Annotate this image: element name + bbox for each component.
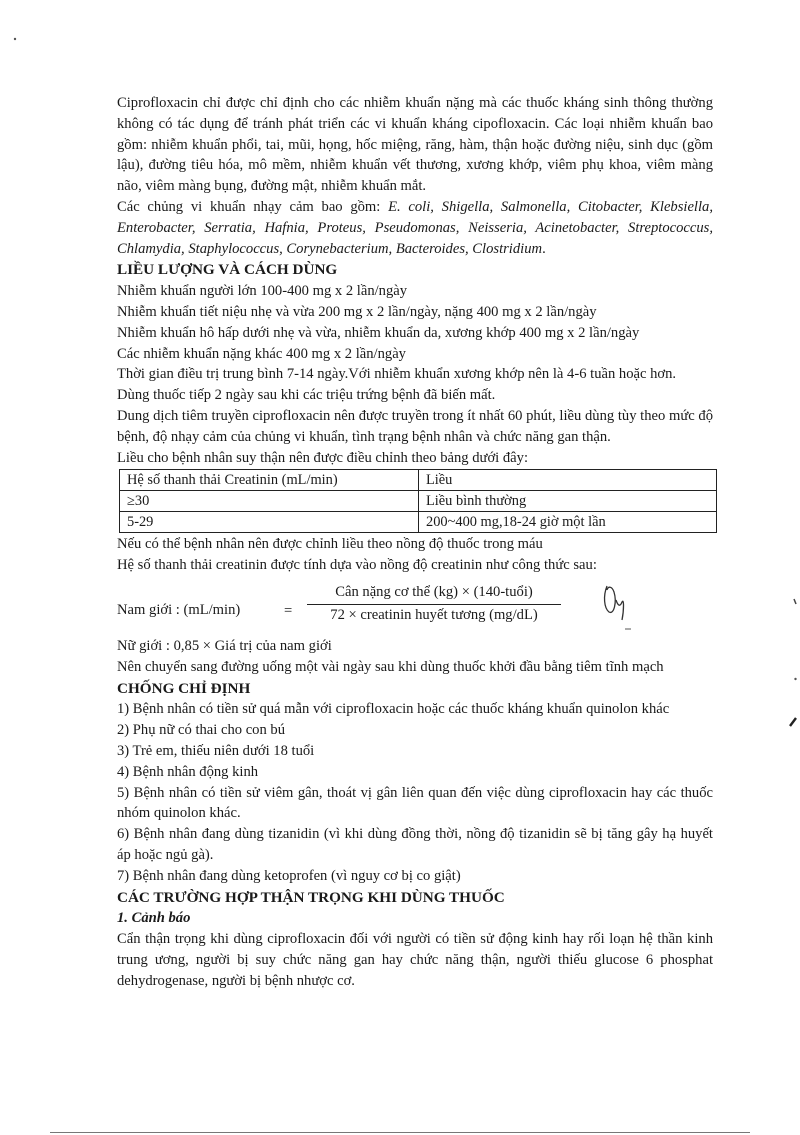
caution-text: Cẩn thận trọng khi dùng ciprofloxacin đối với người có tiền sử động kinh hay rối loạn hệ thần kinh trung ương, người bị suy chức năng gan hay chức năng thận, người thiếu glucose 6 phosphat dehydrogenase, người bị bệnh nhược cơ. xyxy=(117,931,713,989)
document-page xyxy=(117,93,713,991)
scan-speck xyxy=(788,716,798,728)
renal-dose-table xyxy=(119,469,717,533)
table-row xyxy=(120,491,717,512)
contraindication-item: 6) Bệnh nhân đang dùng tizanidin (vì khi dùng đồng thời, nồng độ tizanidin sẽ bị tăng gây hạ huyết áp hoặc ngủ gà). xyxy=(117,826,713,863)
continue-text: Dùng thuốc tiếp 2 ngày sau khi các triệu trứng bệnh đã biến mất. xyxy=(117,387,496,404)
table-header-cell: Liều xyxy=(419,470,717,491)
table-header-cell: Hệ số thanh thải Creatinin (mL/min) xyxy=(120,470,419,491)
renal-intro: Liều cho bệnh nhân suy thận nên được điều chỉnh theo bảng dưới đây: xyxy=(117,449,528,466)
bacteria-paragraph xyxy=(117,197,713,259)
table-cell: Liều bình thường xyxy=(419,491,717,512)
after-table-text: Nếu có thể bệnh nhân nên được chỉnh liều theo nồng độ thuốc trong máu xyxy=(117,536,543,553)
scan-speck xyxy=(793,676,798,682)
dosage-line: Nhiễm khuẩn hô hấp dưới nhẹ và vừa, nhiễm khuẩn da, xương khớp 400 mg x 2 lần/ngày xyxy=(117,324,640,341)
table-cell: ≥30 xyxy=(120,491,419,512)
contraindication-item: 1) Bệnh nhân có tiền sử quá mẫn với ciprofloxacin hoặc các thuốc kháng khuẩn quinolon khác xyxy=(117,701,670,718)
dosage-line: Các nhiễm khuẩn nặng khác 400 mg x 2 lần/ngày xyxy=(117,345,406,362)
dosage-line: Nhiễm khuẩn người lớn 100-400 mg x 2 lần/ngày xyxy=(117,283,408,300)
dosage-line: Nhiễm khuẩn tiết niệu nhẹ và vừa 200 mg x 2 lần/ngày, nặng 400 mg x 2 lần/ngày xyxy=(117,303,597,320)
creatinine-formula xyxy=(117,580,713,636)
table-row xyxy=(120,512,717,533)
table-header-row xyxy=(120,470,717,491)
table-cell: 200~400 mg,18-24 giờ một lần xyxy=(419,512,717,533)
intro-paragraph: Ciprofloxacin chỉ được chỉ định cho các nhiễm khuẩn nặng mà các thuốc kháng sinh thông thường không có tác dụng để tránh phát triển các vi khuẩn kháng cipofloxacin. Các loại nhiễm khuẩn bao gồm: nhiễm khuẩn phổi, tai, mũi, họng, hốc miệng, răng, hàm, thận hoặc đường niệu, sinh dục (gồm lậu), đường tiêu hóa, mô mềm, nhiễm khuẩn vết thương, xương khớp, viêm phụ khoa, viêm màng não, viêm màng bụng, đường mật, nhiễm khuẩn mắt. xyxy=(117,95,713,195)
formula-lhs: Nam giới : (mL/min) xyxy=(117,601,241,618)
bacteria-lead: Các chủng vi khuẩn nhạy cảm bao gồm: xyxy=(117,198,389,215)
bacteria-end: . xyxy=(542,240,546,257)
contraindication-item: 3) Trẻ em, thiếu niên dưới 18 tuổi xyxy=(117,742,315,759)
formula-equals: = xyxy=(284,602,293,619)
contraindication-item: 5) Bệnh nhân có tiền sử viêm gân, thoát vị gân liên quan đến việc dùng ciprofloxacin hay các thuốc nhóm quinolon khác. xyxy=(117,784,713,822)
handwritten-signature xyxy=(601,580,641,632)
contraindication-item: 7) Bệnh nhân đang dùng ketoprofen (vì nguy cơ bị co giật) xyxy=(117,867,461,884)
contraindication-item: 4) Bệnh nhân động kinh xyxy=(117,763,259,780)
switch-text: Nên chuyển sang đường uống một vài ngày sau khi dùng thuốc khởi đầu bằng tiêm tĩnh mạch xyxy=(117,658,664,675)
caution-heading: CÁC TRƯỜNG HỢP THẬN TRỌNG KHI DÙNG THUỐC xyxy=(117,888,505,906)
table-cell: 5-29 xyxy=(120,512,419,533)
formula-intro: Hệ số thanh thải creatinin được tính dựa vào nồng độ creatinin như công thức sau: xyxy=(117,557,597,574)
dosage-heading: LIỀU LƯỢNG VÀ CÁCH DÙNG xyxy=(117,261,338,279)
formula-numerator: Cân nặng cơ thể (kg) × (140-tuổi) xyxy=(335,583,533,600)
scan-speck xyxy=(792,598,798,606)
duration-text: Thời gian điều trị trung bình 7-14 ngày.Với nhiễm khuẩn xương khớp nên là 4-6 tuần hoặc hơn. xyxy=(117,366,677,383)
contraindication-heading: CHỐNG CHỈ ĐỊNH xyxy=(117,679,251,697)
female-formula: Nữ giới : 0,85 × Giá trị của nam giới xyxy=(117,637,332,654)
caution-subheading: 1. Cảnh báo xyxy=(117,910,191,927)
contraindication-item: 2) Phụ nữ có thai cho con bú xyxy=(117,722,286,739)
formula-denominator: 72 × creatinin huyết tương (mg/dL) xyxy=(330,606,538,623)
scan-edge-line xyxy=(50,1132,750,1133)
bacteria-species: E. coli, Shigella, Salmonella, Citobacter, Klebsiella, Enterobacter, Serratia, Hafnia, Proteus, Pseudomonas, Neisseria, Acinetobacter, Streptococcus, Chlamydia, Staphylococcus, Corynebacterium, Bacteroides, Clostridium xyxy=(117,198,713,257)
scan-speck xyxy=(12,36,18,42)
infusion-text: Dung dịch tiêm truyền ciprofloxacin nên được truyền trong ít nhất 60 phút, liều dùng tùy theo mức độ bệnh, độ nhạy cảm của chủng vi khuẩn, tình trạng bệnh nhân và chức năng gan thận. xyxy=(117,407,713,445)
